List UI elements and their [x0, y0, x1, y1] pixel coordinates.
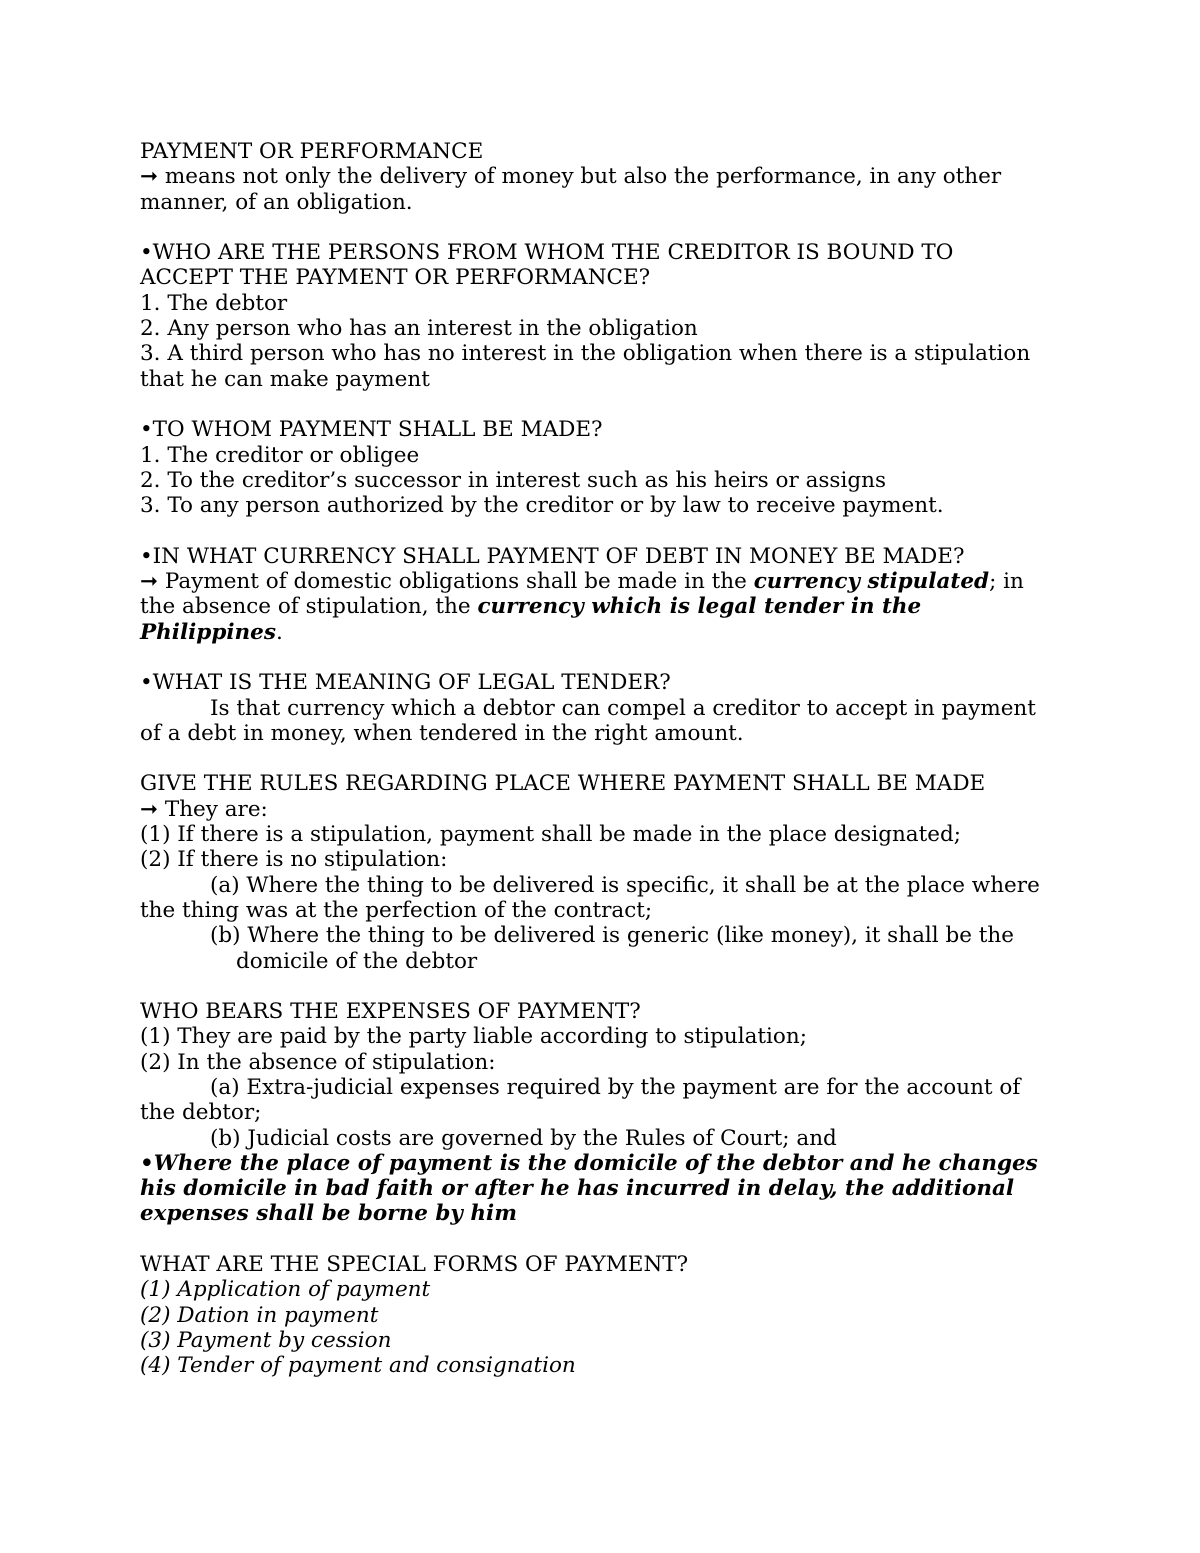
- section-heading: WHO BEARS THE EXPENSES OF PAYMENT?: [140, 999, 641, 1025]
- text-run: the absence of stipulation, the: [140, 594, 478, 620]
- emphasis-note: •Where the place of payment is the domicile of the debtor and he changes: [140, 1150, 1038, 1176]
- section-heading: •IN WHAT CURRENCY SHALL PAYMENT OF DEBT IN MONEY BE MADE?: [140, 543, 965, 569]
- section-heading: •WHO ARE THE PERSONS FROM WHOM THE CREDITOR IS BOUND TO: [140, 240, 954, 266]
- list-item: 1. The debtor: [140, 290, 288, 316]
- paragraph-line: [140, 594, 1065, 619]
- section-heading: GIVE THE RULES REGARDING PLACE WHERE PAYMENT SHALL BE MADE: [140, 771, 986, 797]
- paragraph-line: Is that currency which a debtor can compel a creditor to accept in payment: [210, 695, 1036, 721]
- sub-rule-item: (b) Judicial costs are governed by the Rules of Court; and: [210, 1125, 837, 1151]
- emphasis-text: currency which is legal tender in the: [477, 594, 922, 620]
- text-run: ➞ Payment of domestic obligations shall be made in the: [140, 569, 754, 595]
- list-item: (1) Application of payment: [140, 1277, 431, 1303]
- list-item: 3. To any person authorized by the creditor or by law to receive payment.: [140, 493, 944, 519]
- spacer: [140, 974, 1065, 999]
- paragraph-line: [140, 620, 1065, 645]
- rule-item: (2) In the absence of stipulation:: [140, 1049, 496, 1075]
- spacer: [140, 1227, 1065, 1252]
- paragraph-line: ➞ They are:: [140, 796, 268, 822]
- sub-rule-item: domicile of the debtor: [236, 948, 478, 974]
- spacer: [140, 215, 1065, 240]
- document-page: [140, 139, 1065, 1379]
- spacer: [140, 645, 1065, 670]
- sub-rule-item: (b) Where the thing to be delivered is generic (like money), it shall be the: [210, 923, 1015, 949]
- sub-rule-item: (a) Extra-judicial expenses required by the payment are for the account of: [210, 1074, 1021, 1100]
- sub-rule-item: the thing was at the perfection of the contract;: [140, 897, 653, 923]
- sub-rule-item: (a) Where the thing to be delivered is specific, it shall be at the place where: [210, 872, 1040, 898]
- section-heading: •TO WHOM PAYMENT SHALL BE MADE?: [140, 417, 603, 443]
- section-heading: WHAT ARE THE SPECIAL FORMS OF PAYMENT?: [140, 1252, 689, 1278]
- list-item: that he can make payment: [140, 366, 430, 392]
- paragraph-line: [140, 569, 1065, 594]
- list-item: 2. To the creditor’s successor in interest such as his heirs or assigns: [140, 467, 886, 493]
- paragraph-line: of a debt in money, when tendered in the right amount.: [140, 720, 744, 746]
- rule-item: (1) If there is a stipulation, payment shall be made in the place designated;: [140, 822, 961, 848]
- rule-item: (1) They are paid by the party liable according to stipulation;: [140, 1024, 807, 1050]
- list-item: (4) Tender of payment and consignation: [140, 1353, 576, 1379]
- rule-item: (2) If there is no stipulation:: [140, 847, 448, 873]
- spacer: [140, 392, 1065, 417]
- sub-rule-item: the debtor;: [140, 1100, 262, 1126]
- emphasis-text: currency stipulated: [753, 569, 990, 595]
- list-item: 2. Any person who has an interest in the obligation: [140, 316, 698, 342]
- definition-line: ➞ means not only the delivery of money but also the performance, in any other: [140, 164, 1002, 190]
- emphasis-note: expenses shall be borne by him: [140, 1201, 517, 1227]
- list-item: 1. The creditor or obligee: [140, 442, 420, 468]
- list-item: (3) Payment by cession: [140, 1327, 392, 1353]
- text-run: ; in: [989, 569, 1024, 595]
- section-heading: ACCEPT THE PAYMENT OR PERFORMANCE?: [140, 265, 651, 291]
- definition-line: manner, of an obligation.: [140, 189, 413, 215]
- list-item: (2) Dation in payment: [140, 1302, 379, 1328]
- emphasis-note: his domicile in bad faith or after he has incurred in delay, the additional: [140, 1176, 1015, 1202]
- section-heading: •WHAT IS THE MEANING OF LEGAL TENDER?: [140, 670, 671, 696]
- text-run: .: [275, 619, 283, 645]
- spacer: [140, 746, 1065, 771]
- list-item: 3. A third person who has no interest in the obligation when there is a stipulation: [140, 341, 1031, 367]
- spacer: [140, 518, 1065, 543]
- emphasis-text: Philippines: [140, 619, 276, 645]
- document-title: PAYMENT OR PERFORMANCE: [140, 139, 484, 164]
